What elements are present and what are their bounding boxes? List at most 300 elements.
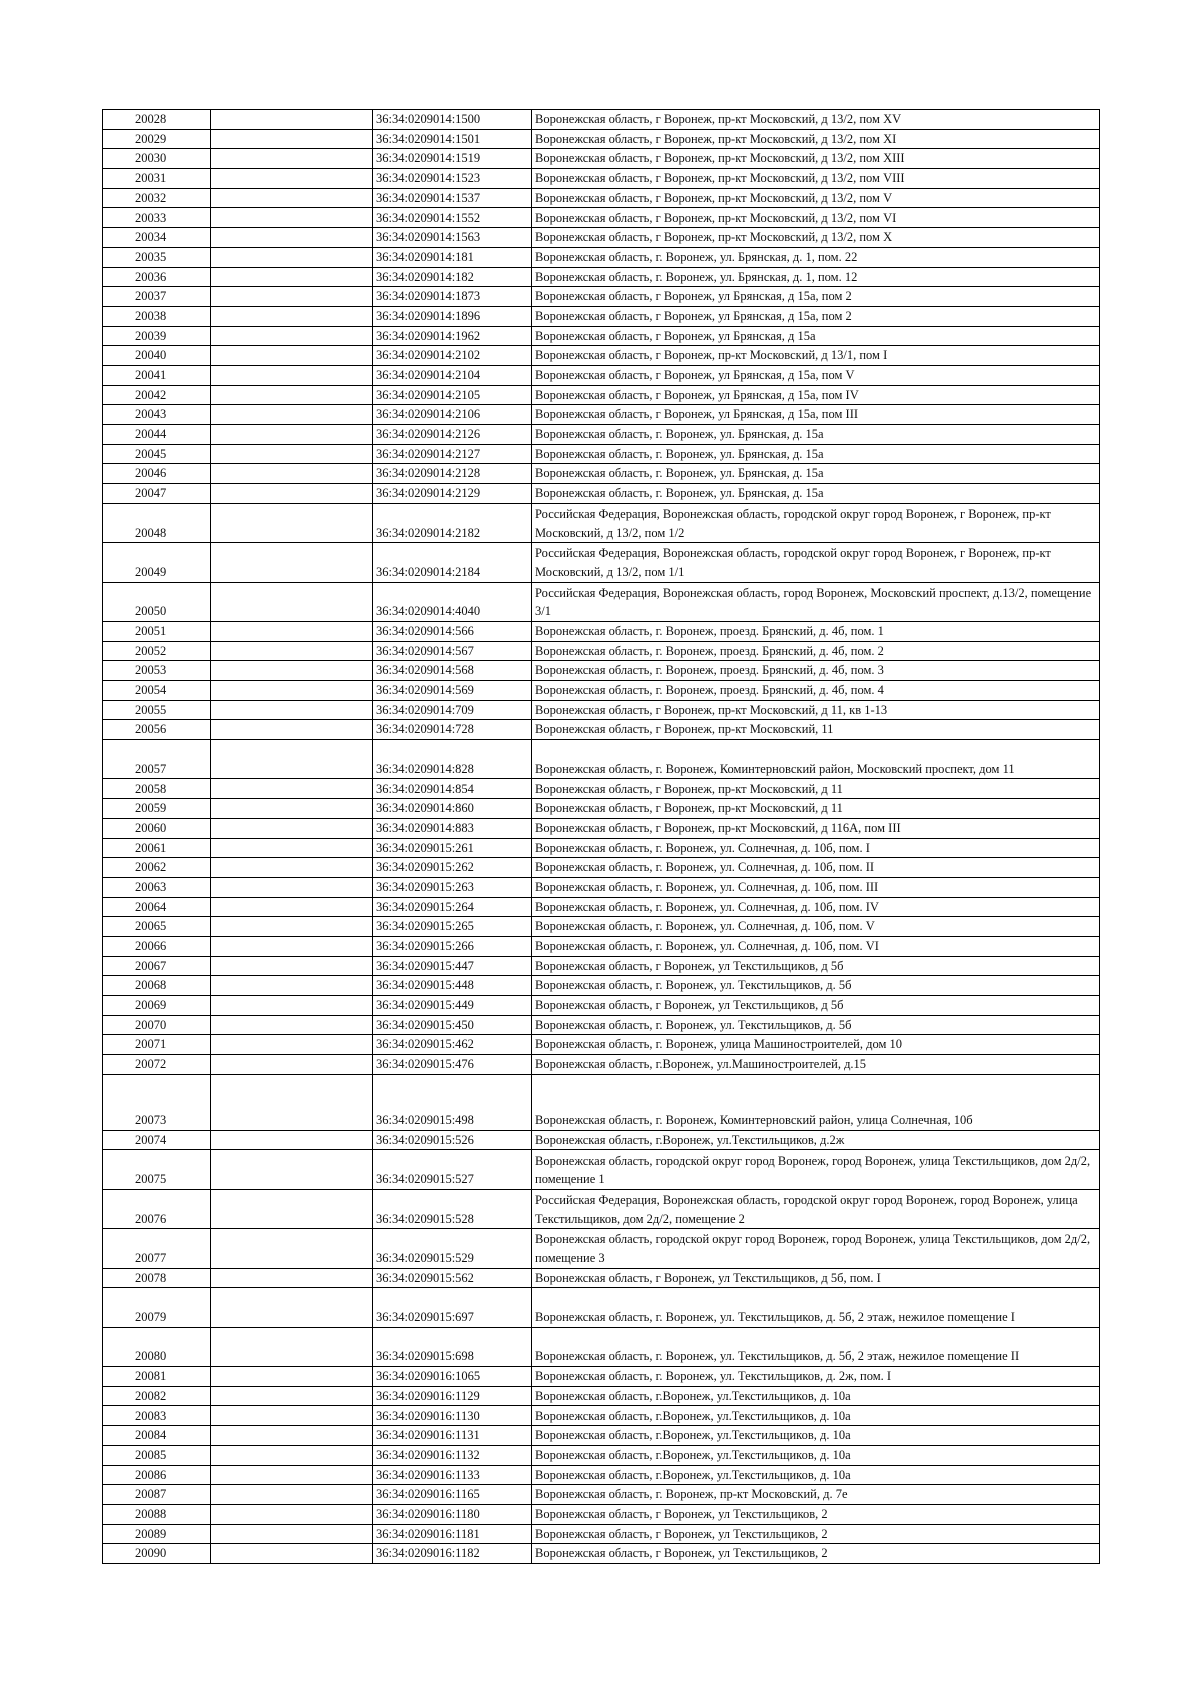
address-cell: Воронежская область, г Воронеж, пр-кт Московский, д 13/2, пом XIII [532,149,1100,169]
address-cell: Воронежская область, г Воронеж, пр-кт Московский, 11 [532,720,1100,740]
row-number: 20078 [135,1270,167,1285]
empty-cell [211,720,373,740]
table-row [103,661,1100,681]
empty-cell [211,858,373,878]
cadastral-number-cell: 36:34:0209014:2184 [373,543,532,582]
cadastral-number-cell: 36:34:0209014:568 [373,661,532,681]
row-number: 20052 [135,643,167,658]
cadastral-number-cell: 36:34:0209016:1065 [373,1367,532,1387]
row-number-cell [103,680,211,700]
table-row [103,582,1100,621]
empty-cell [211,936,373,956]
address-cell: Воронежская область, г Воронеж, ул Текстильщиков, д 5б [532,956,1100,976]
address-cell: Воронежская область, г. Воронеж, ул. Брянская, д. 15а [532,464,1100,484]
row-number: 20039 [135,328,167,343]
empty-cell [211,129,373,149]
address-cell: Воронежская область, г. Воронеж, проезд. Брянский, д. 4б, пом. 2 [532,641,1100,661]
empty-cell [211,700,373,720]
table-row [103,1504,1100,1524]
cadastral-number-cell: 36:34:0209014:2182 [373,503,532,542]
table-row [103,1074,1100,1130]
row-number-cell [103,543,211,582]
empty-cell [211,149,373,169]
address-cell: Воронежская область, г. Воронеж, ул. Текстильщиков, д. 5б, 2 этаж, нежилое помещение II [532,1327,1100,1366]
table-row [103,936,1100,956]
cadastral-number-cell: 36:34:0209014:182 [373,267,532,287]
cadastral-number-cell: 36:34:0209015:498 [373,1074,532,1130]
empty-cell [211,582,373,621]
empty-cell [211,818,373,838]
address-cell: Российская Федерация, Воронежская область, городской округ город Воронеж, г Воронеж, пр-кт Московский, д 13/2, пом 1/2 [532,503,1100,542]
cadastral-number-cell: 36:34:0209015:265 [373,917,532,937]
row-number: 20088 [135,1506,167,1521]
row-number-cell [103,621,211,641]
address-cell: Российская Федерация, Воронежская область, городской округ город Воронеж, г Воронеж, пр-кт Московский, д 13/2, пом 1/1 [532,543,1100,582]
empty-cell [211,503,373,542]
address-cell: Воронежская область, г. Воронеж, ул. Текстильщиков, д. 5б, 2 этаж, нежилое помещение I [532,1288,1100,1327]
cadastral-number-cell: 36:34:0209014:1552 [373,208,532,228]
table-row [103,1406,1100,1426]
empty-cell [211,1524,373,1544]
empty-cell [211,680,373,700]
cadastral-number-cell: 36:34:0209015:698 [373,1327,532,1366]
address-cell: Воронежская область, г. Воронеж, ул. Брянская, д. 1, пом. 22 [532,247,1100,267]
table-row [103,169,1100,189]
row-number: 20086 [135,1467,167,1482]
row-number: 20056 [135,722,167,737]
address-cell: Воронежская область, г Воронеж, ул Текстильщиков, д 5б [532,996,1100,1016]
table-row [103,956,1100,976]
table-row [103,405,1100,425]
table-row [103,1485,1100,1505]
address-cell: Воронежская область, г Воронеж, ул Брянская, д 15а, пом 2 [532,287,1100,307]
row-number-cell [103,1268,211,1288]
cadastral-number-cell: 36:34:0209014:569 [373,680,532,700]
table-row [103,1055,1100,1075]
row-number-cell [103,287,211,307]
row-number-cell [103,1504,211,1524]
cadastral-number-cell: 36:34:0209014:709 [373,700,532,720]
row-number: 20065 [135,919,167,934]
table-row [103,1035,1100,1055]
row-number-cell [103,1130,211,1150]
row-number: 20090 [135,1546,167,1561]
address-cell: Воронежская область, г Воронеж, пр-кт Московский, д 11, кв 1-13 [532,700,1100,720]
address-cell: Воронежская область, г.Воронеж, ул.Машиностроителей, д.15 [532,1055,1100,1075]
empty-cell [211,1544,373,1564]
row-number-cell [103,484,211,504]
empty-cell [211,326,373,346]
row-number: 20066 [135,939,167,954]
table-row [103,740,1100,779]
empty-cell [211,661,373,681]
row-number-cell [103,365,211,385]
empty-cell [211,1367,373,1387]
empty-cell [211,917,373,937]
row-number-cell [103,1544,211,1564]
row-number: 20061 [135,840,167,855]
table-row [103,444,1100,464]
row-number: 20075 [135,1172,167,1187]
empty-cell [211,1015,373,1035]
address-cell: Воронежская область, г.Воронеж, ул.Текстильщиков, д.2ж [532,1130,1100,1150]
row-number-cell [103,1426,211,1446]
table-row [103,306,1100,326]
row-number-cell [103,1189,211,1228]
cadastral-number-cell: 36:34:0209014:1500 [373,110,532,130]
row-number: 20047 [135,486,167,501]
address-cell: Воронежская область, г. Воронеж, ул. Солнечная, д. 10б, пом. IV [532,897,1100,917]
row-number: 20051 [135,624,167,639]
address-cell: Воронежская область, г. Воронеж, проезд. Брянский, д. 4б, пом. 3 [532,661,1100,681]
row-number: 20076 [135,1211,167,1226]
table-row [103,188,1100,208]
address-cell: Воронежская область, г Воронеж, ул Текстильщиков, 2 [532,1524,1100,1544]
empty-cell [211,956,373,976]
empty-cell [211,425,373,445]
table-row [103,1015,1100,1035]
row-number-cell [103,799,211,819]
row-number: 20036 [135,269,167,284]
row-number-cell [103,1524,211,1544]
empty-cell [211,1485,373,1505]
row-number-cell [103,1288,211,1327]
empty-cell [211,1386,373,1406]
row-number: 20046 [135,466,167,481]
row-number-cell [103,503,211,542]
row-number-cell [103,425,211,445]
row-number: 20062 [135,860,167,875]
row-number-cell [103,129,211,149]
cadastral-number-cell: 36:34:0209014:1873 [373,287,532,307]
cadastral-number-cell: 36:34:0209016:1129 [373,1386,532,1406]
address-cell: Воронежская область, г Воронеж, пр-кт Московский, д 13/2, пом VI [532,208,1100,228]
row-number: 20084 [135,1428,167,1443]
table-row [103,1150,1100,1189]
cadastral-number-cell: 36:34:0209014:2127 [373,444,532,464]
row-number-cell [103,897,211,917]
row-number: 20033 [135,210,167,225]
cadastral-number-cell: 36:34:0209015:462 [373,1035,532,1055]
table-row [103,385,1100,405]
cadastral-number-cell: 36:34:0209016:1130 [373,1406,532,1426]
table-row [103,425,1100,445]
row-number: 20034 [135,230,167,245]
row-number: 20068 [135,978,167,993]
table-row [103,917,1100,937]
row-number-cell [103,1465,211,1485]
address-cell: Воронежская область, г Воронеж, ул Брянская, д 15а, пом IV [532,385,1100,405]
table-row [103,326,1100,346]
cadastral-number-cell: 36:34:0209015:528 [373,1189,532,1228]
empty-cell [211,897,373,917]
row-number-cell [103,779,211,799]
cadastral-number-cell: 36:34:0209014:1962 [373,326,532,346]
table-row [103,838,1100,858]
row-number-cell [103,208,211,228]
cadastral-number-cell: 36:34:0209015:527 [373,1150,532,1189]
table-row [103,1327,1100,1366]
address-cell: Воронежская область, г. Воронеж, пр-кт Московский, д. 7е [532,1485,1100,1505]
cadastral-number-cell: 36:34:0209015:449 [373,996,532,1016]
row-number: 20064 [135,899,167,914]
empty-cell [211,169,373,189]
row-number: 20059 [135,801,167,816]
cadastral-number-cell: 36:34:0209014:1523 [373,169,532,189]
row-number: 20079 [135,1310,167,1325]
row-number-cell [103,582,211,621]
cadastral-number-cell: 36:34:0209015:476 [373,1055,532,1075]
cadastral-number-cell: 36:34:0209015:697 [373,1288,532,1327]
cadastral-number-cell: 36:34:0209014:728 [373,720,532,740]
cadastral-number-cell: 36:34:0209014:2102 [373,346,532,366]
table-row [103,247,1100,267]
cadastral-number-cell: 36:34:0209015:562 [373,1268,532,1288]
address-cell: Воронежская область, г.Воронеж, ул.Текстильщиков, д. 10а [532,1465,1100,1485]
row-number: 20035 [135,249,167,264]
table-row [103,503,1100,542]
row-number: 20085 [135,1447,167,1462]
table-row [103,976,1100,996]
empty-cell [211,1504,373,1524]
empty-cell [211,1229,373,1268]
empty-cell [211,1035,373,1055]
row-number: 20081 [135,1369,167,1384]
row-number: 20048 [135,525,167,540]
empty-cell [211,1268,373,1288]
cadastral-number-cell: 36:34:0209014:860 [373,799,532,819]
row-number: 20040 [135,348,167,363]
empty-cell [211,543,373,582]
row-number-cell [103,661,211,681]
address-cell: Воронежская область, г. Воронеж, ул. Солнечная, д. 10б, пом. I [532,838,1100,858]
row-number: 20067 [135,958,167,973]
address-cell: Воронежская область, г Воронеж, пр-кт Московский, д 13/2, пом XI [532,129,1100,149]
table-row [103,680,1100,700]
cadastral-number-cell: 36:34:0209014:883 [373,818,532,838]
address-cell: Воронежская область, г Воронеж, пр-кт Московский, д 13/2, пом X [532,228,1100,248]
empty-cell [211,1445,373,1465]
row-number-cell [103,1485,211,1505]
address-cell: Воронежская область, г. Воронеж, улица Машиностроителей, дом 10 [532,1035,1100,1055]
row-number: 20082 [135,1388,167,1403]
cadastral-number-cell: 36:34:0209014:2129 [373,484,532,504]
row-number: 20060 [135,820,167,835]
address-cell: Воронежская область, г. Воронеж, Коминтерновский район, улица Солнечная, 10б [532,1074,1100,1130]
empty-cell [211,1189,373,1228]
table-row [103,700,1100,720]
table-row [103,858,1100,878]
address-cell: Воронежская область, городской округ город Воронеж, город Воронеж, улица Текстильщиков, дом 2д/2, помещение 3 [532,1229,1100,1268]
cadastral-number-cell: 36:34:0209016:1181 [373,1524,532,1544]
empty-cell [211,228,373,248]
empty-cell [211,188,373,208]
empty-cell [211,838,373,858]
empty-cell [211,365,373,385]
row-number-cell [103,110,211,130]
empty-cell [211,1074,373,1130]
row-number: 20043 [135,407,167,422]
empty-cell [211,1055,373,1075]
row-number-cell [103,188,211,208]
row-number-cell [103,1386,211,1406]
table-row [103,877,1100,897]
cadastral-number-cell: 36:34:0209014:2126 [373,425,532,445]
empty-cell [211,1406,373,1426]
cadastral-number-cell: 36:34:0209014:828 [373,740,532,779]
empty-cell [211,1327,373,1366]
row-number: 20072 [135,1057,167,1072]
table-row [103,228,1100,248]
cadastral-number-cell: 36:34:0209014:1501 [373,129,532,149]
cadastral-number-cell: 36:34:0209014:2128 [373,464,532,484]
empty-cell [211,267,373,287]
row-number: 20029 [135,131,167,146]
row-number-cell [103,267,211,287]
cadastral-number-cell: 36:34:0209014:2106 [373,405,532,425]
table-row [103,1288,1100,1327]
table-row [103,1367,1100,1387]
cadastral-number-cell: 36:34:0209014:1563 [373,228,532,248]
row-number-cell [103,385,211,405]
row-number-cell [103,1229,211,1268]
registry-table-body [103,110,1100,1564]
row-number-cell [103,838,211,858]
row-number: 20054 [135,683,167,698]
empty-cell [211,1150,373,1189]
address-cell: Воронежская область, городской округ город Воронеж, город Воронеж, улица Текстильщиков, дом 2д/2, помещение 1 [532,1150,1100,1189]
row-number: 20055 [135,702,167,717]
cadastral-number-cell: 36:34:0209016:1180 [373,1504,532,1524]
row-number-cell [103,405,211,425]
row-number: 20041 [135,368,167,383]
empty-cell [211,405,373,425]
empty-cell [211,287,373,307]
empty-cell [211,641,373,661]
empty-cell [211,306,373,326]
table-row [103,1544,1100,1564]
cadastral-number-cell: 36:34:0209015:263 [373,877,532,897]
table-row [103,149,1100,169]
address-cell: Воронежская область, г. Воронеж, ул. Текстильщиков, д. 2ж, пом. I [532,1367,1100,1387]
address-cell: Воронежская область, г Воронеж, ул Брянская, д 15а, пом V [532,365,1100,385]
address-cell: Воронежская область, г Воронеж, ул Текстильщиков, 2 [532,1504,1100,1524]
address-cell: Воронежская область, г Воронеж, пр-кт Московский, д 13/1, пом I [532,346,1100,366]
row-number: 20038 [135,308,167,323]
row-number-cell [103,464,211,484]
address-cell: Воронежская область, г Воронеж, пр-кт Московский, д 13/2, пом XV [532,110,1100,130]
address-cell: Воронежская область, г. Воронеж, ул. Солнечная, д. 10б, пом. VI [532,936,1100,956]
address-cell: Воронежская область, г. Воронеж, ул. Брянская, д. 15а [532,425,1100,445]
empty-cell [211,444,373,464]
row-number-cell [103,976,211,996]
row-number: 20045 [135,446,167,461]
cadastral-number-cell: 36:34:0209014:854 [373,779,532,799]
table-row [103,779,1100,799]
address-cell: Воронежская область, г. Воронеж, ул. Брянская, д. 1, пом. 12 [532,267,1100,287]
row-number: 20032 [135,190,167,205]
empty-cell [211,621,373,641]
row-number: 20050 [135,604,167,619]
row-number-cell [103,247,211,267]
cadastral-number-cell: 36:34:0209015:264 [373,897,532,917]
table-row [103,1189,1100,1228]
table-row [103,287,1100,307]
table-row [103,1268,1100,1288]
table-row [103,129,1100,149]
empty-cell [211,996,373,1016]
empty-cell [211,799,373,819]
cadastral-number-cell: 36:34:0209015:448 [373,976,532,996]
row-number-cell [103,740,211,779]
address-cell: Российская Федерация, Воронежская область, город Воронеж, Московский проспект, д.13/2, помещение 3/1 [532,582,1100,621]
row-number: 20069 [135,998,167,1013]
address-cell: Воронежская область, г Воронеж, пр-кт Московский, д 13/2, пом V [532,188,1100,208]
table-row [103,818,1100,838]
row-number-cell [103,326,211,346]
address-cell: Воронежская область, г. Воронеж, ул. Текстильщиков, д. 5б [532,1015,1100,1035]
address-cell: Воронежская область, г. Воронеж, ул. Солнечная, д. 10б, пом. V [532,917,1100,937]
table-row [103,464,1100,484]
empty-cell [211,877,373,897]
table-row [103,208,1100,228]
empty-cell [211,779,373,799]
row-number-cell [103,956,211,976]
row-number: 20028 [135,112,167,127]
table-row [103,267,1100,287]
row-number-cell [103,996,211,1016]
row-number-cell [103,720,211,740]
table-row [103,110,1100,130]
row-number-cell [103,1327,211,1366]
address-cell: Воронежская область, г Воронеж, пр-кт Московский, д 11 [532,779,1100,799]
row-number: 20080 [135,1349,167,1364]
cadastral-number-cell: 36:34:0209016:1131 [373,1426,532,1446]
address-cell: Воронежская область, г. Воронеж, Коминтерновский район, Московский проспект, дом 11 [532,740,1100,779]
row-number-cell [103,149,211,169]
table-row [103,897,1100,917]
address-cell: Воронежская область, г Воронеж, ул Брянская, д 15а, пом III [532,405,1100,425]
address-cell: Воронежская область, г. Воронеж, ул. Брянская, д. 15а [532,444,1100,464]
cadastral-number-cell: 36:34:0209015:447 [373,956,532,976]
cadastral-number-cell: 36:34:0209014:4040 [373,582,532,621]
row-number-cell [103,1367,211,1387]
table-row [103,1524,1100,1544]
address-cell: Воронежская область, г. Воронеж, проезд. Брянский, д. 4б, пом. 1 [532,621,1100,641]
row-number: 20031 [135,171,167,186]
row-number: 20083 [135,1408,167,1423]
row-number-cell [103,1035,211,1055]
table-row [103,346,1100,366]
address-cell: Воронежская область, г. Воронеж, ул. Солнечная, д. 10б, пом. II [532,858,1100,878]
row-number: 20074 [135,1132,167,1147]
row-number: 20073 [135,1113,167,1128]
table-row [103,799,1100,819]
cadastral-number-cell: 36:34:0209015:526 [373,1130,532,1150]
cadastral-number-cell: 36:34:0209015:262 [373,858,532,878]
address-cell: Воронежская область, г. Воронеж, ул. Текстильщиков, д. 5б [532,976,1100,996]
address-cell: Воронежская область, г. Воронеж, проезд. Брянский, д. 4б, пом. 4 [532,680,1100,700]
row-number: 20053 [135,663,167,678]
cadastral-number-cell: 36:34:0209014:2104 [373,365,532,385]
row-number: 20087 [135,1487,167,1502]
row-number-cell [103,1406,211,1426]
address-cell: Воронежская область, г Воронеж, пр-кт Московский, д 13/2, пом VIII [532,169,1100,189]
cadastral-number-cell: 36:34:0209014:1896 [373,306,532,326]
table-row [103,996,1100,1016]
empty-cell [211,1288,373,1327]
cadastral-number-cell: 36:34:0209014:566 [373,621,532,641]
